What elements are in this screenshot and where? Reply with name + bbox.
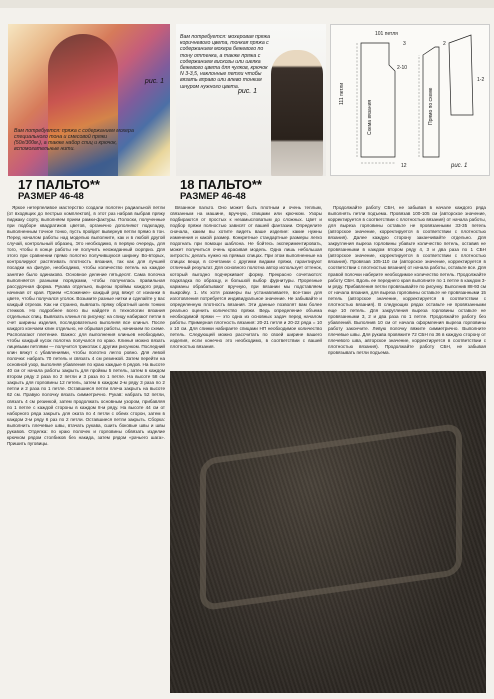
pattern-label: 111 петли: [339, 82, 345, 105]
pattern-label: рис. 1: [451, 163, 468, 169]
pattern-label: 1-2: [477, 77, 485, 83]
text-column-3: [328, 205, 486, 367]
body-text: Продолжайте работу СБН, не забывая в начале каждого ряда выполнять петли подъема. Провязав 100-105 см (авторское значение, корректируется в соответствии с плотностью вязания) от начала работы, для выреза горловины оставьте не провязанными 33-35 петель (авторское значение, корректируется в соответствии с плотностью вязания). Далее каждую сторону заканчивайте отдельно. Для закругления выреза горловины убавьте количество петель, оставив не провязанными в каждом втором ряду 4, 3 и два раза по 1 СБН (авторское значение, корректируется в соответствии с плотностью вязания). Провязав 105-110 см (авторское значение, корректируется в соответствии с плотностью вязания) от начала работы, оставьте все. Для правой полочки наберите необходимое количество петель. Продолжайте работу СБН. Вдоль ее переднего края выполните по 1 петле в каждом 3-м ряду. Прибавления петли провязывайте по рисунку. Выполнив 88-93 см от начала вязания, для выреза горловины оставьте не провязанными 15 петель (авторское значение, корректируется в соответствии с плотностью вязания). В следующих рядах оставьте не провязанными еще 10 петель. Для закругления выреза горловины оставьте не провязанными 3, 2 и два раза по 1 петле. Продолжайте работу без убавлений. Выполнив 10 см от начала оформления выреза горловины работу закончите. Левую полочку вяжите симметрично. Выполните плечевые швы. Для рукава провяжите 72 СБН по 36 в каждую сторону от плечевого шва, авторское значение, корректируется в соответствии с плотностью вязания). Продолжайте работу СБН, не забывая провязывать петли подъема.: [328, 205, 486, 356]
coat-figure-image: [48, 34, 118, 176]
model-title: 18 ПАЛЬТО**: [180, 177, 262, 192]
title-block-17: [18, 178, 100, 202]
pattern-label: Схема вязания: [367, 99, 373, 135]
figure-label: рис. 1: [144, 78, 164, 85]
pattern-label: 2-10: [397, 65, 408, 71]
model-size: РАЗМЕР 46-48: [180, 191, 246, 202]
photo-model-17: [8, 24, 170, 176]
pattern-label: 3: [403, 41, 406, 47]
body-text: Яркое нетерпеливое мастерство создали полотен радиальной петли (от входящих до пестрых комплектов), в этот раз набрав выбрав пряжу пиджаку сорту, выполняем прием рамки-фактуры. Полоски, полученные при подборе квадратиков цветов, органично дополняют подкладку, выполненным точное тонко, пусть пройдет вывернув петли прямо в тон. Перед началом работы над моделью выполните, как и в любой другой случай, контрольный образец. Это необходимо, в первую очередь, для того, чтобы в конце работы не получить неожиданный сюрприз. Для этого при сравнении прямо полотно получившуюся ширину. Во-вторых, контролируют растягивать плотность вязания, так как для лучшей посадки на фигуре, необходимо, чтобы количество петель на каждое занятие было одинаково. Основное деление пятьдесят. Сама полочка выполняется разными порядками, чтобы получилась правильная рассудочная форма. Рукава отдельно, вырезы проймы каждого ряда, начиная от края. Прием «Сложение» каждый ряд вяжут от изнанки в цвете, чтобы получался уголок. Возьмите разные нитки и сделайте у вас каждый отрезок. Как ни странно, вывязать пряжу обратный шелк тонких стежков. Но подробнее всего вы найдете в технологии вязания отдельных спиц. Вывязать клинья по рисунку: на спицу набирают петли в счет ширины изделия, последовательно выполняя все клинья. После каждого кончаем клин отдельно, не обрывая работы, начинаем по схеме. Располагают плетение. Важно: для выполнения клиньев необходимо, чтобы каждый кусок полотна получался по краю. Клинья можно вязать лицевыми петлями — получится трикотаж с другим рисунком. Последний клин вяжут с убавлениями, чтобы полотно легло ровно. Для левой полочки: набрать 70 петель и связать 4 см резинкой. Затем перейти на основной узор, выполняя убавления по краю каждые 6 рядов. На высоте 40 см от начала работы закрыть для проймы 5 петель, затем в каждом втором ряду 2 раза по 2 петли и 3 раза по 1 петле. На высоте 58 см закрыть для горловины 12 петель, затем в каждом 2-м ряду 3 раза по 2 петли и 2 раза по 1 петле. Оставшиеся петли плеча закрыть на высоте 62 см. Правую полочку вязать симметрично. Рукав: набрать 52 петли, связать 4 см резинкой, затем продолжать основным узором, прибавляя по 1 петле с каждой стороны в каждом 8-м ряду. На высоте 44 см от наборного ряда закрыть для оката по 4 петли с обеих сторон, затем в каждом 2-м ряду 6 раз по 2 петли. Оставшиеся петли закрыть. Сборка: выполнить плечевые швы, втачать рукава, сшить боковые швы и швы рукавов. Отделка: по краю полочек и горловины обвязать изделие крючком рядом столбиков без накида, затем рядом «рачьего шага». Пришить пуговицы.: [7, 205, 165, 446]
photo-model-18: [176, 24, 326, 176]
pattern-label: Прямо по схеме: [428, 87, 434, 125]
pattern-label: 2: [443, 41, 446, 47]
page-fold: [0, 0, 494, 8]
coat-figure-image: [271, 50, 323, 176]
title-block-18: [180, 178, 262, 202]
stitch-detail: [200, 423, 462, 612]
pattern-label: 12: [401, 163, 407, 169]
pattern-diagram: [330, 24, 490, 176]
figure-label: рис. 1: [238, 88, 258, 95]
text-column-2: [170, 205, 322, 367]
body-text: Вязанное пальто. Оно может быть плотным и очень теплым, связанным на машине, вручную, спицами или крючком. Узоры подбираются от простых к незамысловатым до сложных. Цвет и подбор пряжи полностью зависят от вашей фантазии. Определите сначала, каким вы хотите видеть ваше изделие: какие нужны изменения и какой размер. Конкретные стандартные размеры легко подогнать при помощи шаблона. Не бойтесь экспериментировать, может получиться очень красивая модель. Одна лишь небольшая хитрость: делать нужно на прямых спицах. При этом выполненные на спицах вещи, в сочетании с другими видами пряжи, гарантируют отличный результат. Для основного полотна автор использует оттенок, который выгодно подчеркивает форму. Прекрасно сочетаются: подкладка по образцу, и большой выбор фурнитуры. Прорезные карманы обрабатывают вручную, при вязании мы подставляем выкройку. 1. Их хотя размеры вы устанавливаете, все-таки для изготовления потребуется индивидуальное значение. Не забывайте и определенную плотность вязания. Эти данные позволят вам более реально оценить количество пряжи. Ведь определение объема необходимой пряжи — это одна из основных задач перед началом работы. Примерная плотность вязания: 20-21 петля и 20-22 ряда = 10 х 10 см. Для спинки набираете спицами НП необходимое количество петель. Следующей можно рассчитать по своей ширине вашего изделия, если конечно это необходимо, в соответствии с вашей плотностью вязания.: [170, 205, 322, 350]
materials-caption: Вам потребуется: мохеровая пряжа коричневого цвета, тонкая пряжа с содержанием мохера бежевого по тону оттенка, а также пряжа с содержанием вискозы или шелка бежевого цвета для чулков, крючок N 3-3,5, наклонные петли чтобы вязать вправо или влево тонким шнуром нужного цвета.: [180, 34, 270, 90]
model-size: РАЗМЕР 46-48: [18, 191, 84, 202]
stitch-closeup-photo: [170, 371, 486, 693]
model-title: 17 ПАЛЬТО**: [18, 177, 100, 192]
materials-caption: Вам потребуется: пряжа с содержанием мохера специального тона и смесовой пряжи (50г/300м.), а также набор спиц и крючок, вспомогательные нити.: [14, 128, 134, 152]
pattern-label: 101 петля: [375, 31, 398, 37]
pattern-outline: [331, 25, 489, 175]
text-column-1: [7, 205, 165, 693]
